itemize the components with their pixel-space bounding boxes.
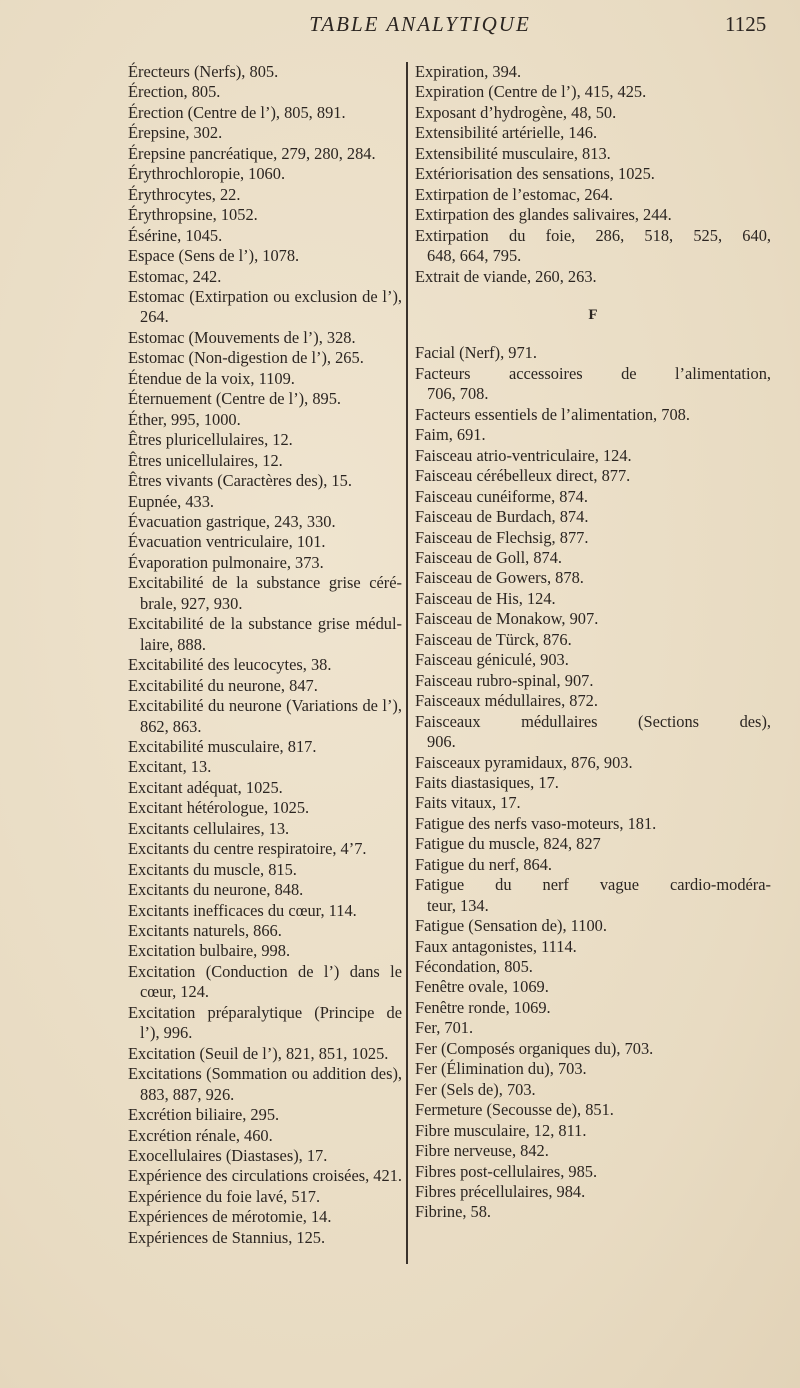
index-entry xyxy=(415,998,771,1018)
index-entry xyxy=(128,798,402,818)
index-entry xyxy=(128,267,402,287)
index-entry-text: Facial (Nerf), 971. xyxy=(415,343,537,363)
index-entry-continuation: 862, 863. xyxy=(140,716,202,736)
index-entry-text: Excitation (Seuil de l’), 821, 851, 1025. xyxy=(128,1043,389,1063)
index-entry xyxy=(128,430,402,450)
index-entry xyxy=(128,471,402,491)
index-entry xyxy=(415,793,771,813)
index-entry-text: Excitation préparalytique (Principe de xyxy=(128,1002,402,1022)
index-entry-text: Extirpation de l’estomac, 264. xyxy=(415,184,614,204)
index-entry xyxy=(128,778,402,798)
index-entry-text: Eupnée, 433. xyxy=(128,491,215,511)
index-entry xyxy=(128,757,402,777)
index-entry xyxy=(128,82,402,102)
index-entry-text: Ésérine, 1045. xyxy=(128,225,223,245)
index-entry-text: Étendue de la voix, 1109. xyxy=(128,368,295,388)
index-entry xyxy=(415,1162,771,1182)
index-entry-text: Excitation (Conduction de l’) dans le xyxy=(128,961,402,981)
index-entry xyxy=(415,62,771,82)
index-entry-text: Extériorisation des sensations, 1025. xyxy=(415,164,655,184)
index-entry xyxy=(415,957,771,977)
index-entry-text: Excitabilité des leucocytes, 38. xyxy=(128,655,332,675)
index-entry xyxy=(415,82,771,102)
index-entry-text: Faits diastasiques, 17. xyxy=(415,772,559,792)
index-entry-text: Fenêtre ronde, 1069. xyxy=(415,997,551,1017)
index-entry xyxy=(128,512,402,532)
index-entry-text: Êtres vivants (Caractères des), 15. xyxy=(128,471,352,491)
index-entry-text: Fibres précellulaires, 984. xyxy=(415,1182,586,1202)
index-entry-continuation: teur, 134. xyxy=(427,895,489,915)
index-entry xyxy=(415,589,771,609)
index-entry xyxy=(128,1228,402,1248)
index-entry-text: Fer, 701. xyxy=(415,1018,474,1038)
index-entry-text: Excitants cellulaires, 13. xyxy=(128,818,290,838)
index-entry-continuation: 883, 887, 926. xyxy=(140,1084,235,1104)
index-entry-text: Extirpation des glandes salivaires, 244. xyxy=(415,205,672,225)
index-entry-text: Fatigue du nerf, 864. xyxy=(415,854,553,874)
index-entry-text: Érythrochloropie, 1060. xyxy=(128,164,286,184)
index-entry-text: Excitation bulbaire, 998. xyxy=(128,941,291,961)
index-entry xyxy=(128,492,402,512)
index-entry xyxy=(415,164,771,184)
index-entry-text: Êtres pluricellulaires, 12. xyxy=(128,430,293,450)
index-entry-continuation: laire, 888. xyxy=(140,634,206,654)
index-entry-text: Fibre musculaire, 12, 811. xyxy=(415,1120,587,1140)
index-entry-text: Excitabilité musculaire, 817. xyxy=(128,736,317,756)
index-entry-text: Expérience des circulations croisées, 421. xyxy=(128,1166,402,1186)
index-entry xyxy=(128,962,402,1003)
index-entry-continuation: l’), 996. xyxy=(140,1023,193,1043)
index-entry-continuation: 648, 664, 795. xyxy=(427,246,522,266)
index-entry xyxy=(415,855,771,875)
index-entry xyxy=(128,696,402,737)
index-entry-text: Excrétion rénale, 460. xyxy=(128,1125,273,1145)
index-entry-text: Fenêtre ovale, 1069. xyxy=(415,977,549,997)
index-entry-text: Faisceau de Gowers, 878. xyxy=(415,568,584,588)
index-entry-text: Exposant d’hydrogène, 48, 50. xyxy=(415,102,617,122)
index-entry xyxy=(128,1003,402,1044)
index-entry-text: Érepsine, 302. xyxy=(128,123,223,143)
index-entry xyxy=(128,614,402,655)
index-entry-text: Fermeture (Secousse de), 851. xyxy=(415,1100,614,1120)
index-entry-text: Faux antagonistes, 1114. xyxy=(415,936,577,956)
index-entry-text: Évaporation pulmonaire, 373. xyxy=(128,552,324,572)
index-entries-f xyxy=(415,343,771,1222)
index-entry-text: Faisceau de Goll, 874. xyxy=(415,547,563,567)
index-column-right xyxy=(415,62,771,1223)
index-entry-text: Fer (Élimination du), 703. xyxy=(415,1059,587,1079)
index-entry-text: Extrait de viande, 260, 263. xyxy=(415,266,597,286)
index-entry xyxy=(128,941,402,961)
index-entry-text: Excitabilité du neurone, 847. xyxy=(128,675,318,695)
index-entry xyxy=(415,712,771,753)
index-entry-text: Éther, 995, 1000. xyxy=(128,409,241,429)
index-entry-text: Évacuation ventriculaire, 101. xyxy=(128,532,326,552)
index-entry xyxy=(415,630,771,650)
index-entry-text: Excitabilité de la substance grise céré- xyxy=(128,573,402,593)
index-entry-text: Érection (Centre de l’), 805, 891. xyxy=(128,102,346,122)
index-entry-text: Excitant, 13. xyxy=(128,757,212,777)
index-entry xyxy=(128,1044,402,1064)
index-entry xyxy=(128,553,402,573)
index-entry xyxy=(415,267,771,287)
page-number: 1125 xyxy=(725,12,767,36)
index-entry xyxy=(415,405,771,425)
running-header-title: TABLE ANALYTIQUE xyxy=(309,12,531,36)
index-entry xyxy=(415,205,771,225)
index-entry xyxy=(128,246,402,266)
index-entry xyxy=(415,425,771,445)
index-entry xyxy=(128,819,402,839)
index-entry xyxy=(128,451,402,471)
index-entry-text: Évacuation gastrique, 243, 330. xyxy=(128,511,336,531)
index-entry-text: Excrétion biliaire, 295. xyxy=(128,1105,280,1125)
index-entry-text: Fibrine, 58. xyxy=(415,1202,492,1222)
index-entry-text: Érythropsine, 1052. xyxy=(128,205,258,225)
index-entry-text: Érepsine pancréatique, 279, 280, 284. xyxy=(128,143,376,163)
index-entry-text: Faisceau de Türck, 876. xyxy=(415,629,572,649)
index-entry xyxy=(128,1187,402,1207)
index-entry xyxy=(415,937,771,957)
index-entry-text: Faim, 691. xyxy=(415,425,486,445)
index-entry xyxy=(128,532,402,552)
index-entry xyxy=(128,205,402,225)
index-entry-continuation: brale, 927, 930. xyxy=(140,593,243,613)
index-entries-e xyxy=(415,62,771,287)
index-entry xyxy=(415,1080,771,1100)
index-entry-text: Excitabilité du neurone (Variations de l’), xyxy=(128,696,402,716)
index-entry-text: Faisceau géniculé, 903. xyxy=(415,650,569,670)
index-entry-continuation: 264. xyxy=(140,307,169,327)
index-entry xyxy=(415,1100,771,1120)
index-entry-text: Expiration (Centre de l’), 415, 425. xyxy=(415,82,647,102)
index-entry xyxy=(128,1146,402,1166)
index-entry-text: Faisceau de Flechsig, 877. xyxy=(415,527,589,547)
index-entry xyxy=(415,226,771,267)
index-entry-text: Estomac, 242. xyxy=(128,266,222,286)
index-entry-text: Fatigue (Sensation de), 1100. xyxy=(415,916,607,936)
index-entry xyxy=(128,839,402,859)
index-entry xyxy=(415,103,771,123)
index-entry-text: Excitants du neurone, 848. xyxy=(128,880,304,900)
index-entry-text: Excitants inefficaces du cœur, 114. xyxy=(128,900,357,920)
index-entry-text: Faisceau de His, 124. xyxy=(415,588,556,608)
index-entry xyxy=(415,916,771,936)
index-entry xyxy=(415,609,771,629)
index-entry xyxy=(128,880,402,900)
index-entry xyxy=(415,507,771,527)
index-entry-text: Faisceaux pyramidaux, 876, 903. xyxy=(415,752,633,772)
index-entry xyxy=(415,364,771,405)
index-entry-text: Extensibilité artérielle, 146. xyxy=(415,123,598,143)
index-entry-text: Estomac (Mouvements de l’), 328. xyxy=(128,327,356,347)
index-entry-text: Faisceau de Burdach, 874. xyxy=(415,507,589,527)
index-entry-text: Faisceau de Monakow, 907. xyxy=(415,609,599,629)
index-entry-text: Estomac (Extirpation ou exclusion de l’), xyxy=(128,286,402,306)
index-entry xyxy=(128,185,402,205)
index-entry xyxy=(128,226,402,246)
index-entry-text: Fatigue du muscle, 824, 827 xyxy=(415,834,601,854)
index-entry-text: Faisceau atrio-ventriculaire, 124. xyxy=(415,445,632,465)
index-entry xyxy=(415,528,771,548)
index-entry-text: Fer (Composés organiques du), 703. xyxy=(415,1038,654,1058)
index-entry xyxy=(415,343,771,363)
index-entry xyxy=(128,737,402,757)
index-entry-continuation: cœur, 124. xyxy=(140,982,209,1002)
index-entry xyxy=(128,103,402,123)
index-entry xyxy=(415,814,771,834)
index-entry xyxy=(128,410,402,430)
index-entry xyxy=(128,369,402,389)
index-entry-text: Faisceaux médullaires, 872. xyxy=(415,691,598,711)
index-entry xyxy=(415,446,771,466)
index-entry-text: Fibres post-cellulaires, 985. xyxy=(415,1161,598,1181)
index-entry-text: Fer (Sels de), 703. xyxy=(415,1079,536,1099)
index-entry-text: Extirpation du foie, 286, 518, 525, 640, xyxy=(415,225,771,245)
index-entry xyxy=(415,650,771,670)
section-letter-heading: F xyxy=(588,306,598,323)
index-entry-text: Excitant hétérologue, 1025. xyxy=(128,798,310,818)
index-entry xyxy=(415,487,771,507)
index-entry xyxy=(128,389,402,409)
index-entry xyxy=(128,328,402,348)
index-entry xyxy=(128,164,402,184)
index-entry xyxy=(415,1059,771,1079)
index-entry xyxy=(128,1166,402,1186)
index-entry xyxy=(128,655,402,675)
index-entry-text: Fibre nerveuse, 842. xyxy=(415,1141,549,1161)
index-entry xyxy=(415,691,771,711)
index-entry-text: Faisceau cunéiforme, 874. xyxy=(415,486,588,506)
index-entry-text: Expériences de Stannius, 125. xyxy=(128,1227,326,1247)
index-entry-text: Êtres unicellulaires, 12. xyxy=(128,450,283,470)
index-entry-text: Éternuement (Centre de l’), 895. xyxy=(128,389,341,409)
index-entry-text: Expiration, 394. xyxy=(415,62,522,81)
index-entry xyxy=(128,287,402,328)
index-entry xyxy=(128,676,402,696)
index-entry xyxy=(415,834,771,854)
index-entry-text: Excitations (Sommation ou addition des), xyxy=(128,1064,402,1084)
index-entry xyxy=(415,875,771,916)
index-entry xyxy=(415,548,771,568)
index-entry xyxy=(415,977,771,997)
index-entry-text: Érecteurs (Nerfs), 805. xyxy=(128,62,279,81)
index-entry xyxy=(128,901,402,921)
index-entry-text: Excitant adéquat, 1025. xyxy=(128,777,283,797)
index-entry xyxy=(415,1141,771,1161)
index-entry xyxy=(415,671,771,691)
index-entry-text: Érection, 805. xyxy=(128,82,221,102)
index-entry xyxy=(128,1064,402,1105)
index-entry xyxy=(415,568,771,588)
index-entry xyxy=(415,123,771,143)
index-entry xyxy=(415,144,771,164)
index-entry-text: Facteurs accessoires de l’alimentation, xyxy=(415,363,771,383)
index-entry xyxy=(128,1105,402,1125)
index-entry-text: Faisceau cérébelleux direct, 877. xyxy=(415,466,631,486)
index-entry xyxy=(128,1207,402,1227)
index-entry-text: Expériences de mérotomie, 14. xyxy=(128,1207,332,1227)
index-entry xyxy=(128,860,402,880)
index-entry xyxy=(415,185,771,205)
index-entry-continuation: 706, 708. xyxy=(427,384,489,404)
index-entry xyxy=(128,1126,402,1146)
index-entry-text: Exocellulaires (Diastases), 17. xyxy=(128,1146,328,1166)
column-divider xyxy=(406,62,408,1264)
index-entry xyxy=(415,466,771,486)
index-entry xyxy=(128,573,402,614)
index-entry xyxy=(128,144,402,164)
index-entry-text: Fécondation, 805. xyxy=(415,957,533,977)
index-entry xyxy=(128,921,402,941)
index-entry xyxy=(128,123,402,143)
index-column-left xyxy=(128,62,402,1248)
index-entry-text: Excitants du centre respiratoire, 4’7. xyxy=(128,839,367,859)
index-entry xyxy=(415,1018,771,1038)
index-entry-text: Érythrocytes, 22. xyxy=(128,184,241,204)
index-entry-text: Espace (Sens de l’), 1078. xyxy=(128,246,300,266)
index-entry-text: Excitants du muscle, 815. xyxy=(128,859,297,879)
index-entry xyxy=(415,753,771,773)
index-entry-text: Extensibilité musculaire, 813. xyxy=(415,143,611,163)
index-entry xyxy=(415,1121,771,1141)
index-entry xyxy=(128,348,402,368)
index-entry-text: Facteurs essentiels de l’alimentation, 708. xyxy=(415,404,690,424)
index-entry-text: Expérience du foie lavé, 517. xyxy=(128,1186,321,1206)
index-entry-text: Excitants naturels, 866. xyxy=(128,921,282,941)
index-entry xyxy=(415,1039,771,1059)
index-entry-text: Faisceau rubro-spinal, 907. xyxy=(415,670,594,690)
index-entry xyxy=(128,62,402,82)
index-entry-text: Excitabilité de la substance grise médul- xyxy=(128,614,402,634)
index-entry-text: Estomac (Non-digestion de l’), 265. xyxy=(128,348,364,368)
index-entry-text: Fatigue du nerf vague cardio-modéra- xyxy=(415,875,771,895)
index-entry-text: Faits vitaux, 17. xyxy=(415,793,521,813)
index-entry-text: Faisceaux médullaires (Sections des), xyxy=(415,711,771,731)
index-entry-text: Fatigue des nerfs vaso-moteurs, 181. xyxy=(415,813,657,833)
index-entry xyxy=(415,1202,771,1222)
index-entry xyxy=(415,773,771,793)
index-entry-continuation: 906. xyxy=(427,732,456,752)
index-entry xyxy=(415,1182,771,1202)
